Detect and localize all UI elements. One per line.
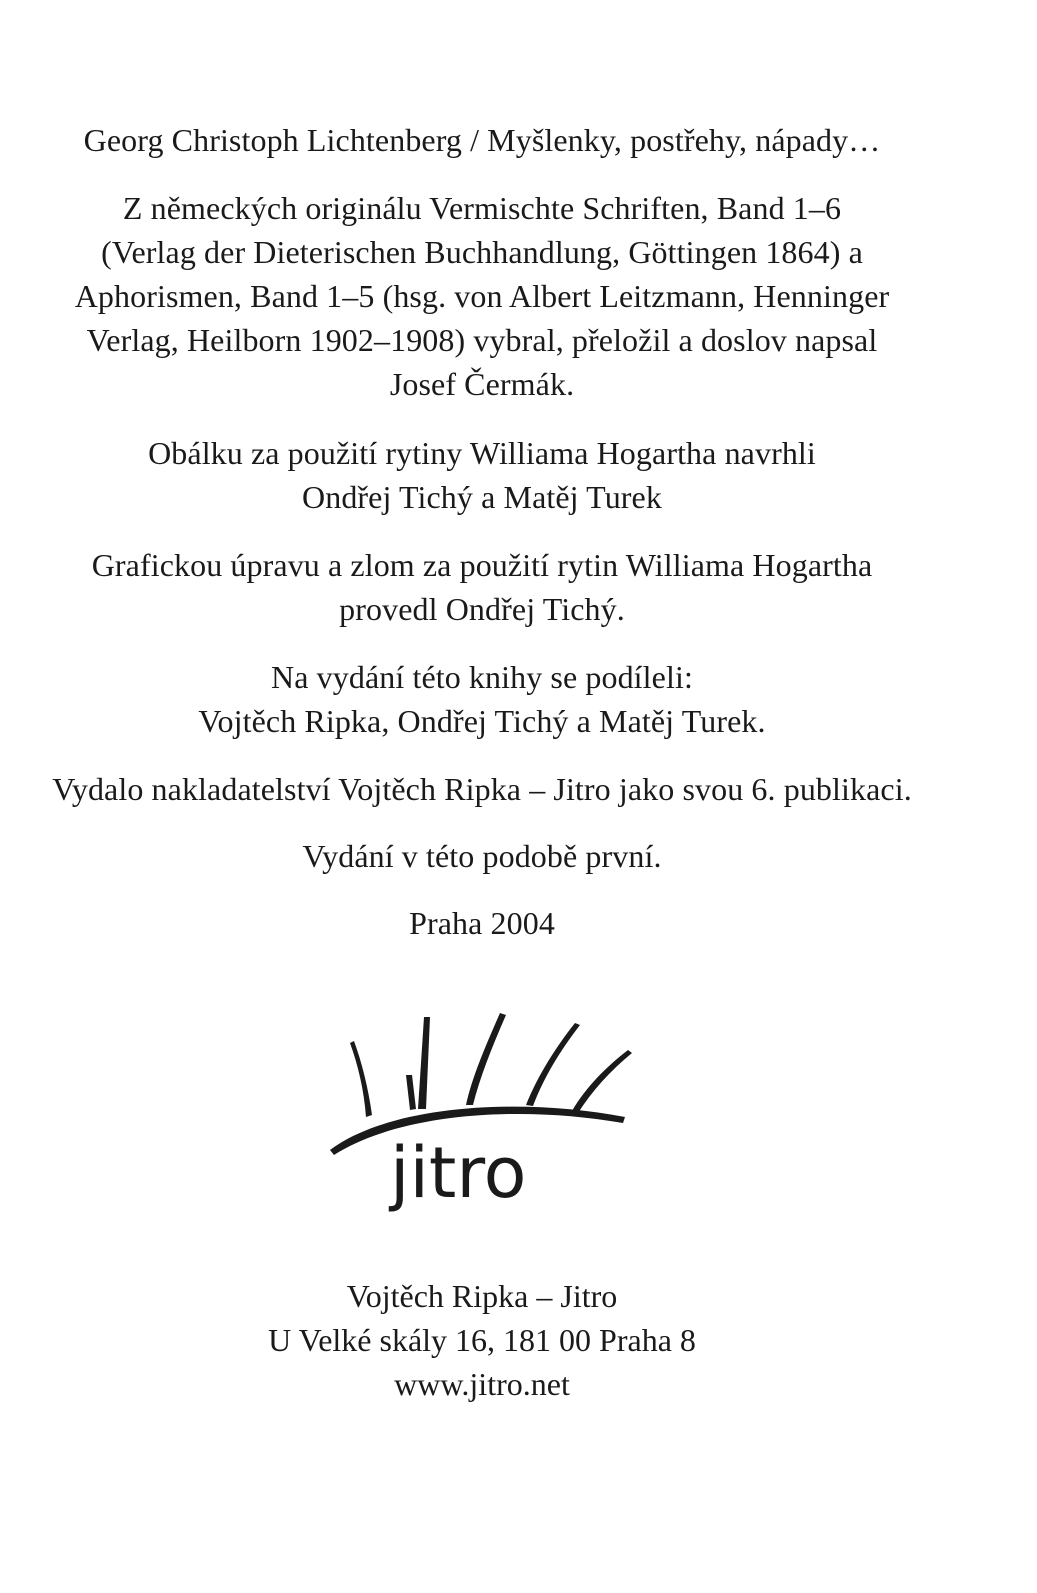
address-line: U Velké skály 16, 181 00 Praha 8 bbox=[268, 1322, 696, 1358]
publisher-text: Vydalo nakladatelství Vojtěch Ripka – Jitro jako svou 6. publikaci. bbox=[52, 771, 912, 807]
logo-wordmark: jitro bbox=[390, 1132, 527, 1214]
cover-credit-line: Obálku za použití rytiny Williama Hogartha navrhli bbox=[148, 435, 816, 471]
source-line: Aphorismen, Band 1–5 (hsg. von Albert Leitzmann, Henninger bbox=[74, 278, 890, 314]
place-year-paragraph bbox=[0, 901, 964, 945]
website-link[interactable]: www.jitro.net bbox=[394, 1366, 570, 1402]
source-paragraph bbox=[0, 186, 964, 406]
publisher-address bbox=[0, 1274, 964, 1406]
source-line: Verlag, Heilborn 1902–1908) vybral, přeložil a doslov napsal bbox=[86, 322, 878, 358]
place-year-text: Praha 2004 bbox=[409, 905, 555, 941]
contributors-line: Vojtěch Ripka, Ondřej Tichý a Matěj Turek. bbox=[198, 703, 766, 739]
edition-text: Vydání v této podobě první. bbox=[302, 838, 662, 874]
book-title-line bbox=[0, 118, 964, 162]
source-line: (Verlag der Dieterischen Buchhandlung, Göttingen 1864) a bbox=[101, 234, 863, 270]
edition-paragraph bbox=[0, 834, 964, 878]
cover-credit-line: Ondřej Tichý a Matěj Turek bbox=[302, 479, 662, 515]
layout-credit-paragraph bbox=[0, 543, 964, 631]
source-line: Josef Čermák. bbox=[389, 366, 575, 402]
layout-credit-line: provedl Ondřej Tichý. bbox=[339, 591, 625, 627]
layout-credit-line: Grafickou úpravu a zlom za použití rytin Williama Hogartha bbox=[91, 547, 873, 583]
jitro-logo bbox=[320, 1005, 640, 1220]
contributors-line: Na vydání této knihy se podíleli: bbox=[271, 659, 693, 695]
cover-credit-paragraph bbox=[0, 431, 964, 519]
address-line: Vojtěch Ripka – Jitro bbox=[346, 1278, 618, 1314]
publisher-paragraph bbox=[0, 767, 964, 811]
source-line: Z německých originálu Vermischte Schriften, Band 1–6 bbox=[122, 190, 842, 226]
contributors-paragraph bbox=[0, 655, 964, 743]
title-text: Georg Christoph Lichtenberg / Myšlenky, postřehy, nápady… bbox=[83, 122, 881, 158]
